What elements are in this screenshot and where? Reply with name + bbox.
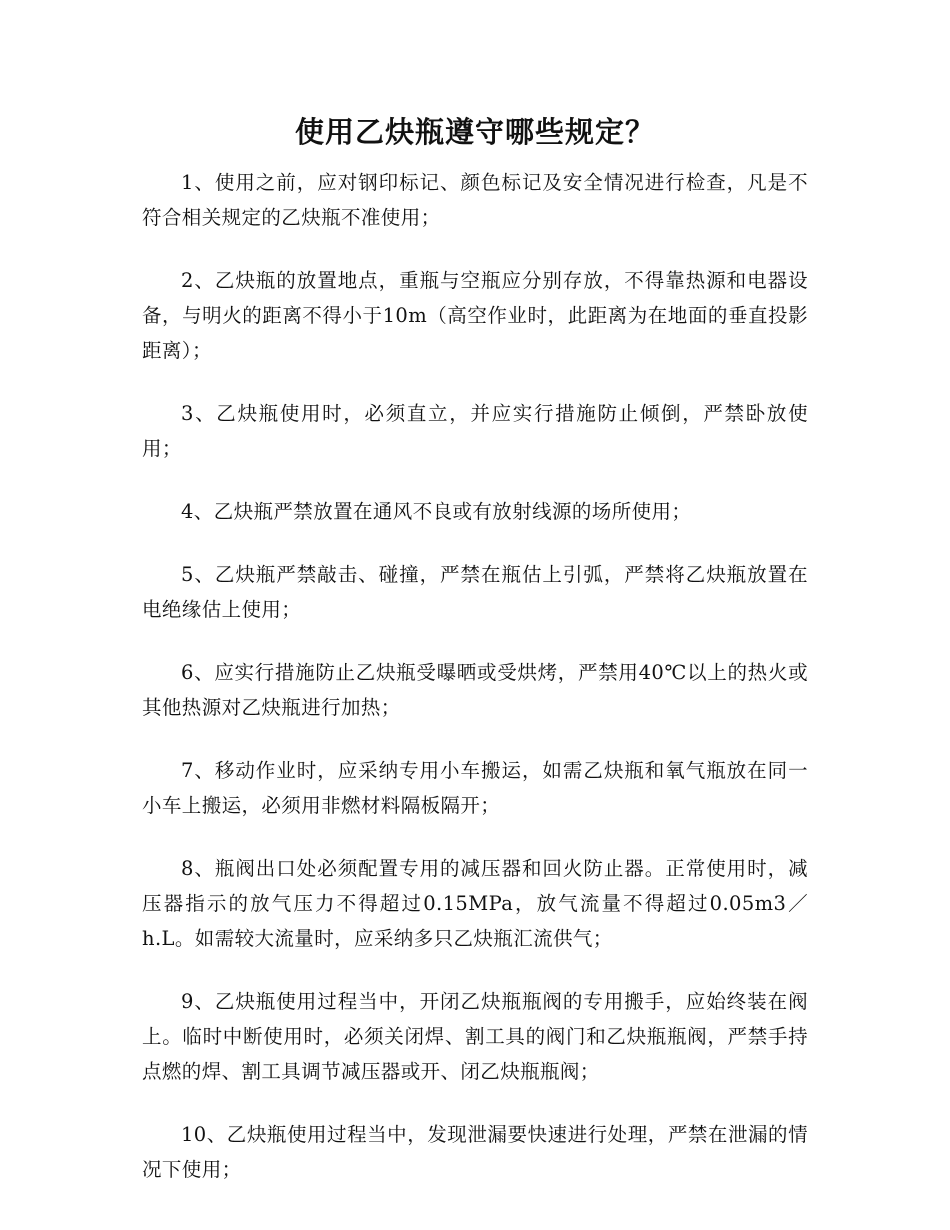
paragraph-4: 4、乙炔瓶严禁放置在通风不良或有放射线源的场所使用； [181,500,692,523]
paragraph-8: 8、瓶阀出口处必须配置专用的减压器和回火防止器。正常使用时，减压器指示的放气压力不得超过0.15MPa，放气流量不得超过0.05m3／h.L。如需较大流量时，应采纳多只乙炔瓶汇流供气； [142,857,808,950]
paragraph-3: 3、乙炔瓶使用时，必须直立，并应实行措施防止倾倒，严禁卧放使用； [142,402,808,460]
paragraph-10: 10、乙炔瓶使用过程当中，发现泄漏要快速进行处理，严禁在泄漏的情况下使用； [142,1123,808,1181]
paragraph-7: 7、移动作业时，应采纳专用小车搬运，如需乙炔瓶和氧气瓶放在同一小车上搬运，必须用非燃材料隔板隔开； [142,759,808,817]
paragraph-1: 1、使用之前，应对钢印标记、颜色标记及安全情况进行检查，凡是不符合相关规定的乙炔瓶不准使用； [142,171,808,229]
paragraph-5: 5、乙炔瓶严禁敲击、碰撞，严禁在瓶估上引弧，严禁将乙炔瓶放置在电绝缘估上使用； [142,563,808,621]
document-body [142,165,808,1215]
paragraph-2: 2、乙炔瓶的放置地点，重瓶与空瓶应分别存放，不得靠热源和电器设备，与明火的距离不得小于10m（高空作业时，此距离为在地面的垂直投影距离）； [142,269,808,362]
paragraph-6: 6、应实行措施防止乙炔瓶受曝晒或受烘烤，严禁用40℃以上的热火或其他热源对乙炔瓶进行加热； [142,661,808,719]
paragraph-9: 9、乙炔瓶使用过程当中，开闭乙炔瓶瓶阀的专用搬手，应始终装在阀上。临时中断使用时，必须关闭焊、割工具的阀门和乙炔瓶瓶阀，严禁手持点燃的焊、割工具调节减压器或开、闭乙炔瓶瓶阀； [142,990,808,1083]
document-title: 使用乙炔瓶遵守哪些规定？ [294,115,655,149]
